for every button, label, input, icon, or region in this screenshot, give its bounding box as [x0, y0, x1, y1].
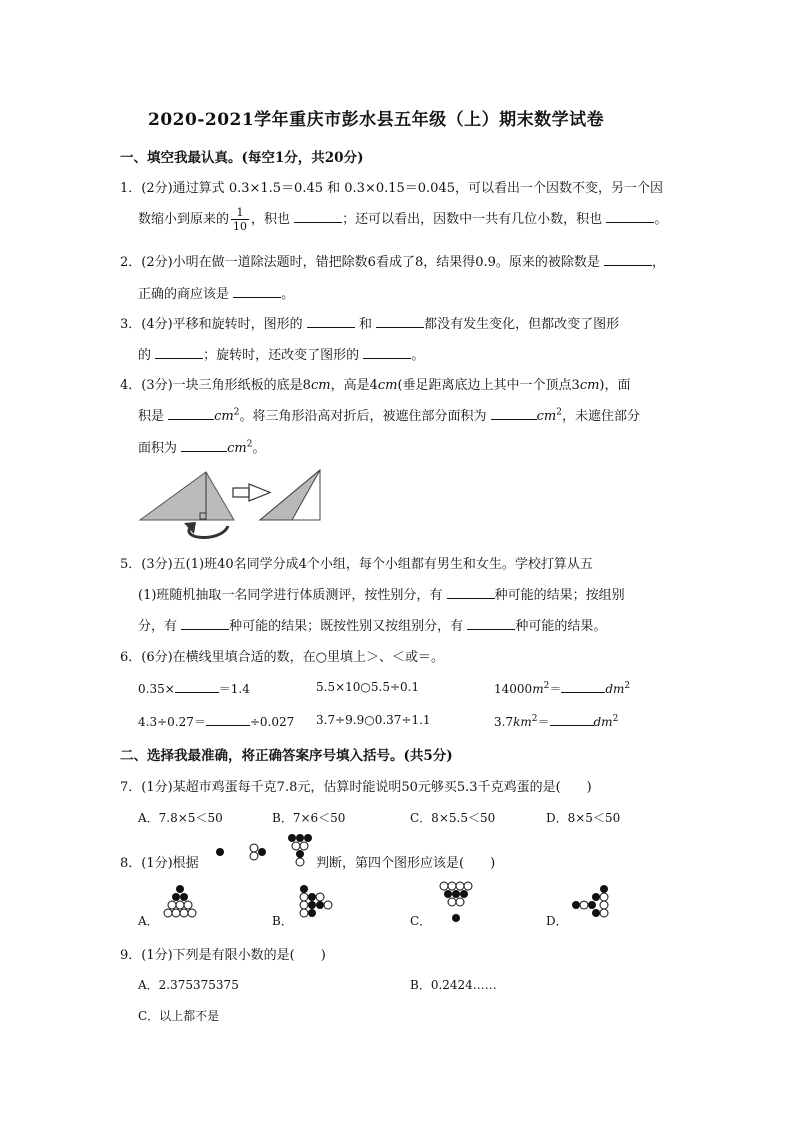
pattern-2-dots: [250, 844, 266, 860]
q6-blank-3[interactable]: [206, 713, 250, 726]
q5-line2: (1)班随机抽取一名同学进行体质测评，按性别分，有 种可能的结果；按组别: [138, 588, 625, 603]
q4-line1: 4．(3分)一块三角形纸板的底是8cm，高是4cm(垂足距离底边上其中一个顶点3cm)，面: [120, 378, 631, 393]
q8-option-a[interactable]: A．: [138, 914, 159, 928]
q5-blank-1[interactable]: [447, 586, 495, 599]
q1-line2: 数缩小到原来的 $\frac{1}{10}$ ，积也 ；还可以看出，因数中一共有几位小数，积也 。: [138, 206, 668, 233]
q8-option-b[interactable]: B．: [272, 914, 293, 928]
q8-option-d[interactable]: D．: [546, 914, 568, 928]
q8-option-d-figure[interactable]: [570, 885, 614, 925]
q9-option-a[interactable]: A．2.375375375: [138, 978, 239, 992]
q5-blank-3[interactable]: [467, 617, 515, 630]
q2-line2: 正确的商应该是 。: [138, 287, 295, 302]
q3-blank-1[interactable]: [307, 315, 355, 328]
q6-stem: 6．(6分)在横线里填合适的数，在○里填上＞、＜或＝。: [120, 650, 445, 665]
q5-line1: 5．(3分)五(1)班40名同学分成4个小组，每个小组都有男生和女生。学校打算从五: [120, 557, 593, 572]
q4-line3: 面积为 $cm^2$。: [138, 439, 266, 456]
q6-r1c1: 0.35× ＝1.4: [138, 682, 250, 696]
q1-blank-1[interactable]: [294, 210, 342, 223]
q6-r2c3: $3.7km^2= dm^2$: [494, 714, 619, 729]
section-heading-2: 二、选择我最准确，将正确答案序号填入括号。(共5分): [120, 748, 453, 764]
q3-blank-3[interactable]: [155, 346, 203, 359]
q4-blank-1[interactable]: [168, 407, 214, 420]
q6-r1c3: $14000m^2= dm^2$: [494, 681, 631, 696]
q2-blank-2[interactable]: [233, 285, 281, 298]
q8-option-c-figure[interactable]: [436, 882, 478, 924]
q7-option-d[interactable]: D．8×5＜50: [546, 811, 621, 825]
q6-r1c2: 5.5×10○5.5÷0.1: [316, 680, 420, 694]
q4-line2: 积是 $cm^2$。将三角形沿高对折后，被遮住部分面积为 $cm^2$，未遮住部分: [138, 407, 641, 424]
triangle-fold-figure: [138, 462, 328, 542]
q6-blank-1[interactable]: [175, 680, 219, 693]
q8-stem-b: 判断，第四个图形应该是( ): [316, 856, 496, 871]
q7-option-a[interactable]: A．7.8×5＜50: [138, 811, 223, 825]
page-title: 2020-2021学年重庆市彭水县五年级（上）期末数学试卷: [148, 110, 605, 130]
original-triangle: [140, 472, 234, 520]
q8-option-a-figure[interactable]: [160, 885, 200, 925]
q4-blank-2[interactable]: [491, 407, 537, 420]
q7-option-b[interactable]: B．7×6＜50: [272, 811, 346, 825]
q7-stem: 7．(1分)某超市鸡蛋每千克7.8元，估算时能说明50元够买5.3千克鸡蛋的是( ): [120, 780, 592, 795]
section-heading-1: 一、填空我最认真。(每空1分，共20分): [120, 150, 364, 166]
q2-blank-1[interactable]: [604, 253, 652, 266]
pattern-1-dot: [216, 848, 224, 856]
q5-blank-2[interactable]: [181, 617, 229, 630]
q9-stem: 9．(1分)下列是有限小数的是( ): [120, 948, 326, 963]
q5-line3: 分，有 种可能的结果；既按性别又按组别分，有 种可能的结果。: [138, 619, 607, 634]
q3-blank-4[interactable]: [363, 346, 411, 359]
q8-stem-a: 8．(1分)根据: [120, 856, 199, 871]
q2-line1: 2．(2分)小明在做一道除法题时，错把除数6看成了8，结果得0.9。原来的被除数是 ，: [120, 255, 666, 270]
q9-option-c[interactable]: C．以上都不是: [138, 1009, 220, 1023]
q6-blank-2[interactable]: [561, 680, 605, 693]
q3-blank-2[interactable]: [376, 315, 424, 328]
fraction-one-tenth: $\frac{1}{10}$: [233, 206, 248, 233]
pattern-3-dots: [288, 834, 312, 866]
q3-line1: 3．(4分)平移和旋转时，图形的 和 都没有发生变化，但都改变了图形: [120, 317, 620, 332]
q4-blank-3[interactable]: [181, 439, 227, 452]
q6-r2c1: 4.3÷0.27＝ ÷0.027: [138, 715, 295, 729]
q6-r2c2: 3.7÷9.9○0.37÷1.1: [316, 713, 431, 727]
q6-blank-4[interactable]: [550, 713, 594, 726]
arrow-shaft: [233, 488, 249, 497]
q8-option-b-figure[interactable]: [294, 885, 338, 925]
q3-line2: 的 ；旋转时，还改变了图形的 。: [138, 348, 425, 363]
q1-blank-2[interactable]: [606, 210, 654, 223]
q9-option-b[interactable]: B．0.2424……: [410, 978, 497, 992]
arrow-right-icon: [249, 484, 270, 501]
q7-option-c[interactable]: C．8×5.5＜50: [410, 811, 496, 825]
dot-pattern-sequence: [214, 834, 314, 870]
q8-option-c[interactable]: C．: [410, 914, 432, 928]
q1-line1: 1．(2分)通过算式 0.3×1.5＝0.45 和 0.3×0.15＝0.045，可以看出一个因数不变，另一个因: [120, 181, 663, 196]
